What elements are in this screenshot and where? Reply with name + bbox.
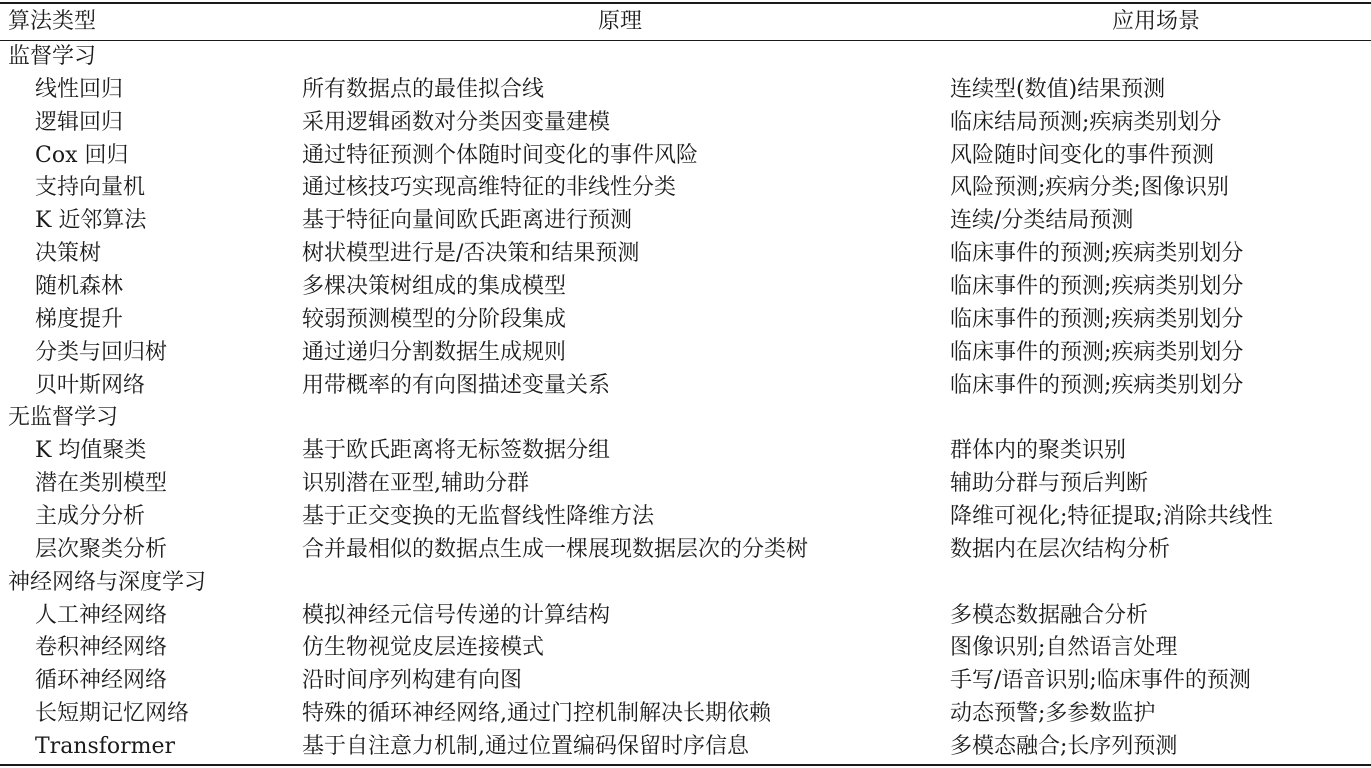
algorithm-type: K 近邻算法 <box>35 208 147 234</box>
algorithm-type: K 均值聚类 <box>35 438 147 464</box>
application: 数据内在层次结构分析 <box>950 536 1171 562</box>
bottom-rule <box>0 764 1371 766</box>
table-row <box>0 238 1371 271</box>
algorithm-type: 长短期记忆网络 <box>35 701 190 727</box>
principle: 识别潜在亚型,辅助分群 <box>302 471 529 497</box>
table-row <box>0 370 1371 403</box>
table-row <box>0 665 1371 698</box>
application: 风险预测;疾病分类;图像识别 <box>950 175 1229 201</box>
principle: 基于自注意力机制,通过位置编码保留时序信息 <box>302 734 749 760</box>
application: 临床事件的预测;疾病类别划分 <box>950 274 1244 300</box>
application: 连续型(数值)结果预测 <box>950 76 1166 102</box>
algorithm-type: 人工神经网络 <box>35 602 168 628</box>
group-name: 监督学习 <box>8 44 97 69</box>
principle: 通过特征预测个体随时间变化的事件风险 <box>302 142 699 168</box>
table-row <box>0 632 1371 665</box>
principle: 用带概率的有向图描述变量关系 <box>302 372 611 398</box>
algorithm-type: 贝叶斯网络 <box>35 372 146 398</box>
application: 动态预警;多参数监护 <box>950 701 1156 727</box>
principle: 树状模型进行是/否决策和结果预测 <box>302 241 640 267</box>
header-principle: 原理 <box>598 9 643 34</box>
header-algorithm-type: 算法类型 <box>8 9 97 34</box>
table-row <box>0 698 1371 731</box>
principle: 仿生物视觉皮层连接模式 <box>302 635 545 661</box>
principle: 通过核技巧实现高维特征的非线性分类 <box>302 175 677 201</box>
principle: 沿时间序列构建有向图 <box>302 668 523 694</box>
table-row <box>0 205 1371 238</box>
group-name: 无监督学习 <box>8 405 119 431</box>
principle: 较弱预测模型的分阶段集成 <box>302 306 567 332</box>
table-body <box>0 41 1371 764</box>
algorithm-type: 卷积神经网络 <box>35 635 168 661</box>
application: 手写/语音识别;临床事件的预测 <box>950 668 1251 694</box>
table-row <box>0 304 1371 337</box>
table-row <box>0 435 1371 468</box>
principle: 特殊的循环神经网络,通过门控机制解决长期依赖 <box>302 701 771 727</box>
algorithm-type: 随机森林 <box>35 274 124 300</box>
principle: 合并最相似的数据点生成一棵展现数据层次的分类树 <box>302 536 809 562</box>
table-row <box>0 271 1371 304</box>
algorithm-type: 主成分分析 <box>35 504 146 530</box>
table-row <box>0 140 1371 173</box>
application: 临床事件的预测;疾病类别划分 <box>950 241 1244 267</box>
table-row <box>0 600 1371 633</box>
algorithm-type: 潜在类别模型 <box>35 471 168 497</box>
principle: 基于特征向量间欧氏距离进行预测 <box>302 208 633 234</box>
principle: 采用逻辑函数对分类因变量建模 <box>302 109 611 135</box>
application: 临床事件的预测;疾病类别划分 <box>950 339 1244 365</box>
application: 临床事件的预测;疾病类别划分 <box>950 306 1244 332</box>
table-row <box>0 534 1371 567</box>
table-row <box>0 468 1371 501</box>
table-row <box>0 501 1371 534</box>
application: 临床结局预测;疾病类别划分 <box>950 109 1222 135</box>
algorithm-type: 线性回归 <box>35 76 124 102</box>
application: 辅助分群与预后判断 <box>950 471 1149 497</box>
algorithm-type: 决策树 <box>35 241 102 267</box>
algorithm-type: 分类与回归树 <box>35 339 168 365</box>
application: 降维可视化;特征提取;消除共线性 <box>950 504 1273 530</box>
table-header <box>0 3 1371 40</box>
algorithm-type: 逻辑回归 <box>35 109 124 135</box>
header-application: 应用场景 <box>1112 9 1201 34</box>
group-row <box>0 567 1371 600</box>
principle: 所有数据点的最佳拟合线 <box>302 76 545 102</box>
algorithm-type: Transformer <box>35 734 176 760</box>
principle: 多棵决策树组成的集成模型 <box>302 274 567 300</box>
application: 多模态数据融合分析 <box>950 602 1149 628</box>
algorithm-type: Cox 回归 <box>35 142 129 168</box>
application: 图像识别;自然语言处理 <box>950 635 1178 661</box>
table-row <box>0 172 1371 205</box>
application: 多模态融合;长序列预测 <box>950 734 1178 760</box>
application: 风险随时间变化的事件预测 <box>950 142 1215 168</box>
principle: 通过递归分割数据生成规则 <box>302 339 567 365</box>
algorithm-type: 循环神经网络 <box>35 668 168 694</box>
table-row <box>0 107 1371 140</box>
algorithm-type: 层次聚类分析 <box>35 536 168 562</box>
principle: 模拟神经元信号传递的计算结构 <box>302 602 611 628</box>
group-name: 神经网络与深度学习 <box>8 569 207 595</box>
principle: 基于欧氏距离将无标签数据分组 <box>302 438 611 464</box>
group-row <box>0 402 1371 435</box>
group-row <box>0 41 1371 74</box>
application: 临床事件的预测;疾病类别划分 <box>950 372 1244 398</box>
principle: 基于正交变换的无监督线性降维方法 <box>302 504 655 530</box>
table-row <box>0 731 1371 764</box>
algorithm-type: 支持向量机 <box>35 175 146 201</box>
application: 群体内的聚类识别 <box>950 438 1127 464</box>
table-row <box>0 74 1371 107</box>
table-row <box>0 337 1371 370</box>
application: 连续/分类结局预测 <box>950 208 1134 234</box>
algorithm-type: 梯度提升 <box>35 306 124 332</box>
